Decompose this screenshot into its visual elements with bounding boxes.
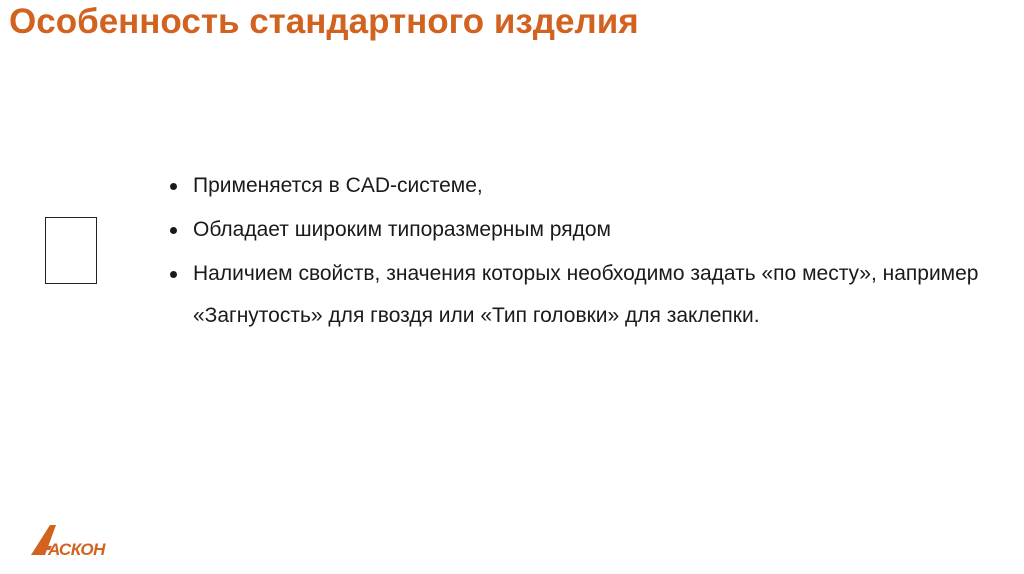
bullet-text: Обладает широким типоразмерным рядом [193,218,611,241]
slide-title: Особенность стандартного изделия [9,2,639,41]
image-placeholder-box [45,217,97,284]
bullet-list [168,165,988,339]
bullet-text: Применяется в CAD-системе, [193,174,483,197]
bullet-item [168,253,988,337]
bullet-item [168,165,988,207]
askon-logo [28,522,146,558]
bullet-dot-icon [170,227,177,234]
logo-text: АСКОН [48,540,105,558]
bullet-dot-icon [170,183,177,190]
bullet-dot-icon [170,271,177,278]
bullet-item [168,209,988,251]
bullet-text: Наличием свойств, значения которых необходимо задать «по месту», например «Загнутость» для гвоздя или «Тип головки» для заклепки. [193,262,979,327]
